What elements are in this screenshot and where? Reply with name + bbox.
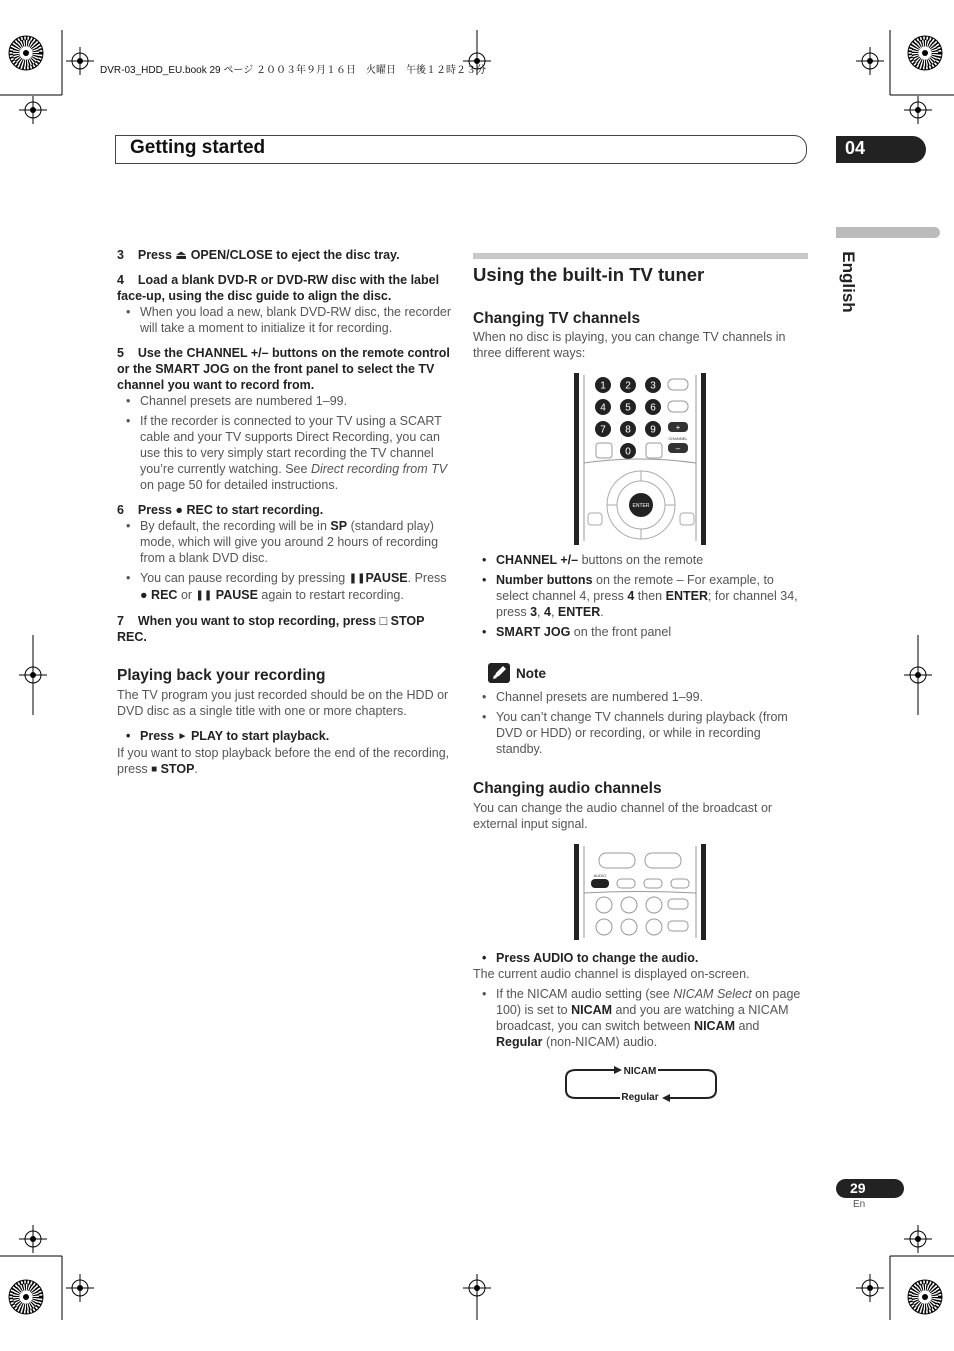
way-number-buttons: • Number buttons on the remote – For example, to select channel 4, press 4 then ENTER; for channel 34, press 3, 4, ENTER. — [473, 572, 809, 620]
section-title: Getting started — [130, 137, 266, 158]
audio-bullet: • If the NICAM audio setting (see NICAM Select on page 100) is set to NICAM and you are watching a NICAM broadcast, you can switch between NICAM and Regular (non-NICAM) audio. — [473, 986, 809, 1050]
step-6-bullet-2: • You can pause recording by pressing ❚❚PAUSE. Press ● REC or ❚❚ PAUSE again to restart recording. — [117, 570, 453, 604]
pause-icon: ❚❚ — [195, 590, 213, 601]
channel-label: CHANNEL — [668, 436, 688, 441]
number-key-label: 9 — [650, 424, 656, 436]
audio-after: The current audio channel is displayed on-screen. — [473, 967, 750, 981]
number-key-label: 5 — [625, 402, 631, 414]
step-5-bullet-2: • If the recorder is connected to your TV using a SCART cable and your TV supports Direct Recording, you can use this to very simply start recording the TV channel you’re currently watching. See Direct recording from TV on page 50 for detailed instructions. — [117, 413, 453, 493]
number-key-label: 6 — [650, 402, 656, 414]
audio-heading: Changing audio channels — [473, 780, 662, 797]
channel-plus-label: + — [675, 423, 681, 432]
left-column — [117, 247, 453, 778]
cycle-regular-label: Regular — [621, 1092, 659, 1103]
step-5-bullet-1: • Channel presets are numbered 1–99. — [117, 393, 453, 409]
step-3: 3 Press ⏏ OPEN/CLOSE to eject the disc tray. — [117, 248, 400, 262]
number-key-label: 8 — [625, 424, 631, 436]
audio-cycle-diagram — [560, 1062, 724, 1106]
step-6-bullet-1: • By default, the recording will be in SP (standard play) mode, which will give you around 2 hours of recording from a blank DVD disc. — [117, 518, 453, 566]
page-number: 29 — [850, 1180, 866, 1196]
playback-heading: Playing back your recording — [117, 667, 326, 684]
audio-step: • Press AUDIO to change the audio. — [473, 950, 809, 966]
note-title: Note — [516, 666, 546, 681]
number-key-label: 1 — [600, 380, 606, 392]
audio-intro: You can change the audio channel of the broadcast or external input signal. — [473, 801, 773, 831]
step-5: 5 Use the CHANNEL +/– buttons on the remote control or the SMART JOG on the front panel to select the TV channel you want to record from. — [117, 346, 450, 392]
chapter-number: 04 — [845, 138, 866, 158]
remote-illustration-channels — [570, 371, 710, 547]
record-icon: ● — [175, 503, 183, 517]
chapter-badge — [836, 136, 926, 163]
number-key-label: 0 — [625, 446, 631, 458]
number-key-label: 3 — [650, 380, 656, 392]
channel-minus-label: – — [675, 444, 681, 453]
language-code: En — [853, 1199, 866, 1210]
audio-steps — [473, 950, 809, 1050]
stop-rec-icon: □ — [379, 614, 388, 628]
right-heading: Using the built-in TV tuner — [473, 264, 705, 285]
note-item: • Channel presets are numbered 1–99. — [473, 689, 809, 705]
pause-icon: ❚❚ — [348, 573, 366, 584]
note-list — [473, 689, 809, 757]
remote-illustration-audio — [570, 843, 710, 941]
number-key-label: 7 — [600, 424, 606, 436]
playback-step: • Press ► PLAY to start playback. — [117, 728, 453, 745]
stop-icon: ■ — [151, 764, 158, 775]
enter-label: ENTER — [632, 503, 650, 509]
way-smart-jog: • SMART JOG on the front panel — [473, 624, 809, 640]
channels-intro: When no disc is playing, you can change TV channels in three different ways: — [473, 330, 786, 360]
channels-heading: Changing TV channels — [473, 310, 641, 327]
record-icon: ● — [140, 588, 148, 602]
step-7: 7 When you want to stop recording, press □ STOP REC. — [117, 614, 425, 644]
number-key-label: 2 — [625, 380, 631, 392]
playback-text: The TV program you just recorded should be on the HDD or DVD disc as a single title with one or more chapters. — [117, 688, 449, 718]
way-channel-buttons: • CHANNEL +/– buttons on the remote — [473, 552, 809, 568]
step-6: 6 Press ● REC to start recording. — [117, 503, 324, 517]
print-info: DVR-03_HDD_EU.book 29 ページ ２００３年９月１６日 火曜日 午後１２時２３分 — [100, 65, 486, 76]
eject-icon: ⏏ — [175, 248, 188, 262]
channel-ways-list — [473, 552, 809, 640]
step-4-bullet: • When you load a new, blank DVD-RW disc, the recorder will take a moment to initialize it for recording. — [117, 304, 453, 336]
note-icon — [488, 663, 510, 683]
section-rule — [473, 253, 808, 259]
step-4: 4 Load a blank DVD-R or DVD-RW disc with the label face-up, using the disc guide to align the disc. — [117, 273, 440, 303]
play-icon: ► — [177, 731, 188, 742]
audio-button — [591, 879, 609, 888]
number-key-label: 4 — [600, 402, 606, 414]
playback-after: If you want to stop playback before the end of the recording, press ■ STOP. — [117, 746, 450, 776]
page-number-badge — [836, 1179, 904, 1198]
language-tab-label: English — [839, 251, 858, 313]
audio-label: AUDIO — [593, 873, 607, 878]
cycle-nicam-label: NICAM — [623, 1066, 657, 1077]
note-item: • You can’t change TV channels during playback (from DVD or HDD) or recording, or while in recording standby. — [473, 709, 809, 757]
